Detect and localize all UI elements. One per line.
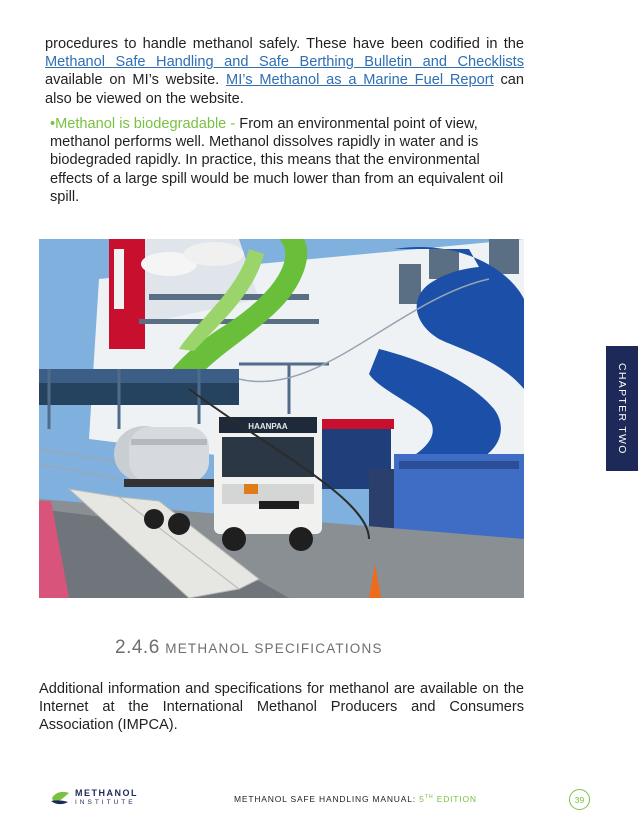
chapter-tab: [606, 346, 638, 471]
marine-fuel-report-link[interactable]: MI’s Methanol as a Marine Fuel Report: [226, 72, 494, 89]
page-footer: [0, 780, 638, 820]
logo-line1: METHANOL: [75, 788, 138, 798]
chapter-label: CHAPTER TWO: [616, 362, 628, 455]
paragraph-procedures: [45, 35, 524, 108]
section-title: METHANOL SPECIFICATIONS: [165, 641, 383, 656]
paragraph-text: From an environmental point of view, methanol performs well. Methanol dissolves rapidly in water and is biodegraded rapidly. In practice, this means that the environmental effects of a large spill would be much lower than from an equivalent oil spill.: [50, 116, 504, 205]
safe-handling-bulletin-link[interactable]: Methanol Safe Handling and Safe Berthing Bulletin and Checklists: [45, 54, 524, 71]
paragraph-text: can also be viewed on the website.: [45, 72, 524, 107]
section-heading: [115, 637, 383, 659]
paragraph-text: procedures to handle methanol safely. These have been codified in the: [45, 36, 524, 52]
manual-title: [234, 794, 477, 804]
edition-suffix: TH: [424, 794, 434, 801]
paragraph-biodegradable: [50, 115, 524, 206]
bullet-heading: •Methanol is biodegradable -: [50, 116, 236, 132]
section-number: 2.4.6: [115, 637, 160, 658]
ferry-truck-photo: [39, 239, 524, 598]
paragraph-text: available on MI’s website.: [45, 72, 227, 89]
edition-word: EDITION: [436, 794, 477, 804]
logo-line2: INSTITUTE: [75, 799, 136, 806]
methanol-institute-logo: [50, 789, 138, 807]
manual-title-text: METHANOL SAFE HANDLING MANUAL:: [234, 794, 416, 804]
leaf-drop-icon: [50, 790, 70, 806]
paragraph-specifications: Additional information and specifications for methanol are available on the Internet at the International Methanol Producers and Consumers Association (IMPCA).: [39, 681, 524, 734]
page-number: 39: [574, 794, 585, 805]
page-number-badge: [569, 789, 590, 810]
edition-number: 5: [419, 794, 425, 804]
truck-brand-label: HAANPAA: [248, 422, 288, 431]
